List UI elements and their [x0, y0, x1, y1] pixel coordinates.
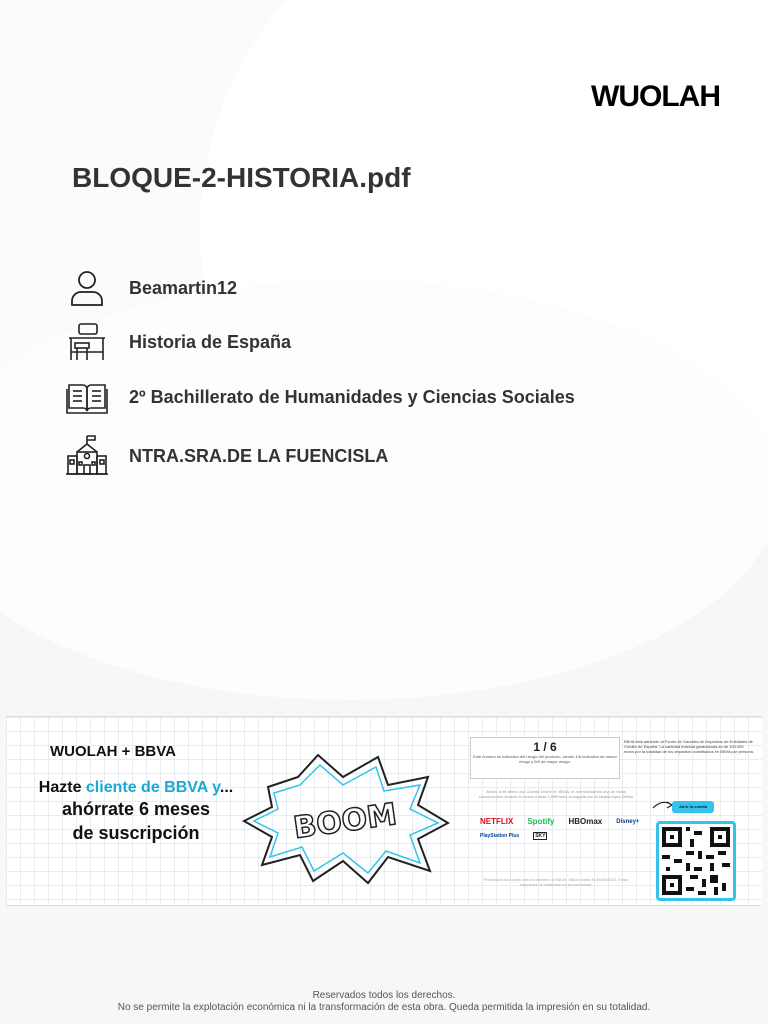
banner-brand-line: WUOLAH + BBVA — [50, 743, 176, 760]
document-title: BLOQUE-2-HISTORIA.pdf — [72, 162, 411, 193]
school-name[interactable]: NTRA.SRA.DE LA FUENCISLA — [129, 445, 389, 466]
headline-highlight: cliente de BBVA y — [85, 779, 220, 796]
subject-name[interactable]: Historia de España — [129, 331, 292, 352]
page-footer — [0, 990, 768, 1014]
promo-description: Ahora, si te abres una Cuenta Online en BBVA, te reembolsamos una de estas suscripciones durante 6 meses (hasta 9,99€/mes) al pagarla con tu tarjeta Aqua Débito — [478, 789, 634, 799]
school-building-icon — [64, 434, 110, 478]
open-account-button[interactable]: Abrir la cuenta — [672, 801, 714, 813]
playstation-plus-logo: PlayStation Plus — [480, 833, 520, 839]
sky-logo: SKY — [535, 833, 546, 839]
meta-course — [64, 375, 575, 419]
banner-right-panel — [466, 737, 756, 897]
qr-code[interactable] — [656, 821, 736, 901]
promo-banner[interactable] — [6, 716, 762, 906]
headline-line2: ahórrate 6 meses — [61, 799, 211, 819]
risk-text: Este número es indicativo del riesgo del producto, siendo 1/6 indicativo de menor riesgo y 6/6 de mayor riesgo. — [473, 754, 617, 764]
disney-plus-logo: Disney+ — [616, 818, 640, 825]
fine-print: Promoción solo para nuevos clientes de BBVA. Válida hasta el 30/06/2023. Estas empresas no colaboran en la promoción. — [483, 877, 629, 887]
risk-indicator — [470, 737, 620, 779]
meta-subject — [64, 320, 291, 364]
spotify-logo: Spotify — [527, 817, 555, 826]
risk-number: 1 / 6 — [533, 740, 557, 754]
qr-code-icon — [662, 827, 730, 895]
arrow-icon — [652, 799, 674, 811]
boom-burst-graphic — [238, 747, 454, 887]
netflix-logo: NETFLIX — [480, 817, 514, 826]
open-book-icon — [64, 375, 110, 419]
headline-prefix: Hazte — [38, 779, 86, 796]
author-name[interactable]: Beamartin12 — [129, 277, 238, 298]
banner-headline — [26, 779, 246, 845]
meta-school — [64, 434, 388, 478]
headline-suffix: ... — [219, 779, 234, 796]
footer-rights: Reservados todos los derechos. — [312, 990, 456, 1001]
boom-text: BOOM — [291, 797, 400, 847]
fgd-text: BBVA está adherido al Fondo de Garantía de Depósitos de Entidades de Crédito de España. La cantidad máxima garantizada es de 100.000 euros por la totalidad de los depósitos constituidos en BBVA por persona. — [624, 739, 755, 754]
wuolah-logo[interactable]: WUOLAH — [591, 80, 720, 113]
hbomax-logo: HBOmax — [568, 817, 603, 826]
user-icon — [64, 266, 110, 310]
meta-author — [64, 266, 237, 310]
footer-legal: No se permite la explotación económica ni la transformación de esta obra. Queda permitida la impresión en su totalidad. — [117, 1002, 651, 1013]
classroom-desk-icon — [64, 320, 110, 364]
course-name[interactable]: 2º Bachillerato de Humanidades y Ciencias Sociales — [129, 386, 575, 407]
partner-logos — [480, 817, 650, 840]
headline-line3: de suscripción — [72, 823, 200, 843]
